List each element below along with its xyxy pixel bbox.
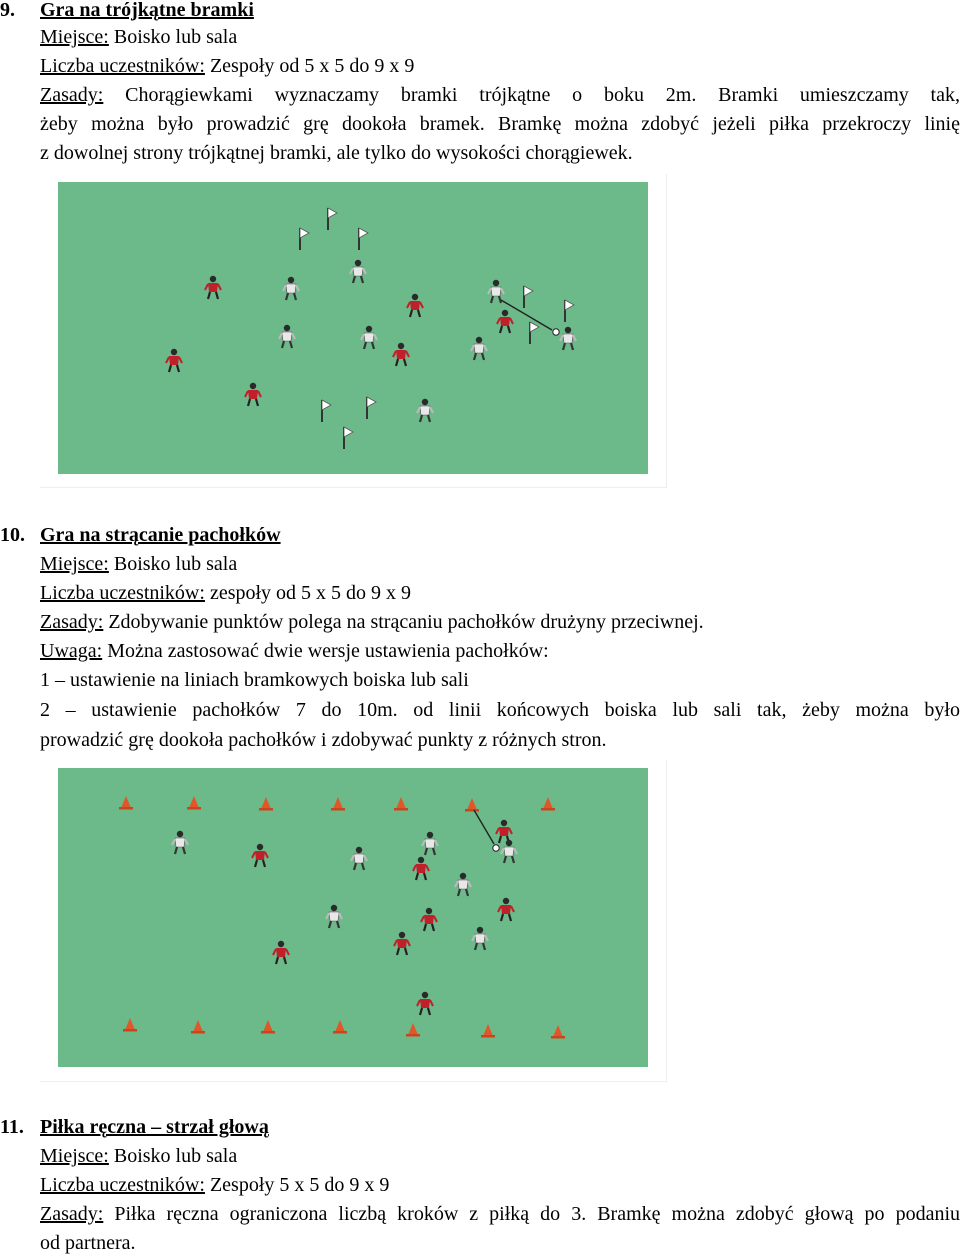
player-white-icon bbox=[488, 280, 504, 303]
place-value: Boisko lub sala bbox=[108, 553, 238, 575]
field-diagram-cones bbox=[58, 768, 648, 1067]
section-9-place bbox=[40, 23, 237, 52]
count-value: Zespoły od 5 x 5 do 9 x 9 bbox=[204, 55, 415, 77]
player-white-icon bbox=[283, 277, 299, 300]
section-9-count bbox=[40, 52, 414, 81]
rules-text-1: Piłka ręczna ograniczona liczbą kroków z piłką do 3. Bramkę można zdobyć głową po podaniu bbox=[103, 1203, 960, 1225]
player-white-icon bbox=[560, 327, 576, 350]
section-10-note-line2: 1 – ustawienie na liniach bramkowych boiska lub sali bbox=[40, 669, 469, 691]
place-value: Boisko lub sala bbox=[108, 26, 238, 48]
flag-icon bbox=[328, 208, 337, 230]
place-label: Miejsce: bbox=[40, 1145, 109, 1167]
place-value: Boisko lub sala bbox=[108, 1145, 238, 1167]
section-9-title: Gra na trójkątne bramki bbox=[40, 0, 254, 21]
player-red-icon bbox=[393, 343, 409, 366]
player-white-icon bbox=[472, 927, 488, 950]
section-11-title: Piłka ręczna – strzał głową bbox=[40, 1116, 269, 1138]
player-white-icon bbox=[350, 260, 366, 283]
cone-icon bbox=[465, 798, 479, 812]
place-label: Miejsce: bbox=[40, 26, 109, 48]
flag-icon bbox=[367, 397, 376, 419]
player-red-icon bbox=[394, 932, 410, 955]
rules-text-1: Chorągiewkami wyznaczamy bramki trójkątne o boku 2m. Bramki umieszczamy tak, bbox=[103, 84, 960, 106]
section-10-note-line3: 2 – ustawienie pachołków 7 do 10m. od linii końcowych boiska lub sali tak, żeby można było bbox=[40, 699, 960, 721]
place-label: Miejsce: bbox=[40, 553, 109, 575]
player-red-icon bbox=[166, 349, 182, 372]
cone-icon bbox=[331, 797, 345, 811]
cone-icon bbox=[406, 1023, 420, 1037]
player-red-icon bbox=[421, 908, 437, 931]
ball-icon bbox=[553, 329, 559, 335]
section-10-number: 10. bbox=[0, 524, 25, 546]
flag-icon bbox=[344, 427, 353, 449]
section-11-count bbox=[40, 1171, 389, 1200]
player-white-icon bbox=[501, 840, 517, 863]
player-red-icon bbox=[413, 857, 429, 880]
rules-label: Zasady: bbox=[40, 611, 104, 633]
rules-text-1: Zdobywanie punktów polega na strącaniu pachołków drużyny przeciwnej. bbox=[103, 611, 704, 633]
section-10-title: Gra na strącanie pachołków bbox=[40, 524, 281, 546]
section-9-rules-line3: z dowolnej strony trójkątnej bramki, ale tylko do wysokości chorągiewek. bbox=[40, 142, 633, 164]
rules-label: Zasady: bbox=[40, 1203, 104, 1225]
section-11-rules-line1 bbox=[40, 1200, 960, 1229]
player-red-icon bbox=[273, 941, 289, 964]
player-white-icon bbox=[351, 847, 367, 870]
cone-icon bbox=[259, 797, 273, 811]
flag-icon bbox=[565, 300, 574, 322]
section-10-rules bbox=[40, 608, 704, 637]
section-10-count bbox=[40, 579, 411, 608]
player-white-icon bbox=[361, 326, 377, 349]
player-white-icon bbox=[417, 399, 433, 422]
pass-arrow bbox=[474, 810, 494, 844]
section-9-rules-line2: żeby można było prowadzić grę dookoła bramek. Bramkę można zdobyć jeżeli piłka przekroczy linię bbox=[40, 113, 960, 135]
count-label: Liczba uczestników: bbox=[40, 1174, 205, 1196]
section-10-note bbox=[40, 637, 549, 666]
count-value: zespoły od 5 x 5 do 9 x 9 bbox=[204, 582, 412, 604]
player-white-icon bbox=[471, 337, 487, 360]
count-label: Liczba uczestników: bbox=[40, 55, 205, 77]
section-9-rules-line1 bbox=[40, 81, 960, 110]
player-white-icon bbox=[422, 832, 438, 855]
section-11-number: 11. bbox=[0, 1116, 24, 1138]
section-11-place bbox=[40, 1142, 237, 1171]
player-red-icon bbox=[205, 276, 221, 299]
cone-icon bbox=[123, 1018, 137, 1032]
cone-icon bbox=[187, 796, 201, 810]
flag-icon bbox=[530, 322, 539, 344]
count-label: Liczba uczestników: bbox=[40, 582, 205, 604]
cone-icon bbox=[119, 796, 133, 810]
section-10-note-line4: prowadzić grę dookoła pachołków i zdobywać punkty z różnych stron. bbox=[40, 729, 607, 751]
cone-icon bbox=[541, 797, 555, 811]
cones-drawing bbox=[58, 768, 648, 1067]
section-10-place bbox=[40, 550, 237, 579]
player-white-icon bbox=[455, 873, 471, 896]
player-red-icon bbox=[498, 898, 514, 921]
player-white-icon bbox=[279, 325, 295, 348]
player-white-icon bbox=[172, 831, 188, 854]
player-red-icon bbox=[245, 383, 261, 406]
player-red-icon bbox=[252, 844, 268, 867]
player-red-icon bbox=[407, 294, 423, 317]
player-red-icon bbox=[496, 820, 512, 843]
flag-icon bbox=[322, 400, 331, 422]
cone-icon bbox=[481, 1024, 495, 1038]
section-11-rules-line2: od partnera. bbox=[40, 1232, 136, 1254]
rules-label: Zasady: bbox=[40, 84, 104, 106]
field-diagram-triangular-goals bbox=[58, 182, 648, 474]
ball-icon bbox=[493, 845, 499, 851]
flag-icon bbox=[524, 286, 533, 308]
note-label: Uwaga: bbox=[40, 640, 103, 662]
player-red-icon bbox=[497, 310, 513, 333]
cone-icon bbox=[333, 1020, 347, 1034]
player-white-icon bbox=[326, 905, 342, 928]
flag-icon bbox=[300, 228, 309, 250]
flag-icon bbox=[359, 228, 368, 250]
count-value: Zespoły 5 x 5 do 9 x 9 bbox=[204, 1174, 390, 1196]
triangular-goals-drawing bbox=[58, 182, 648, 474]
cone-icon bbox=[551, 1025, 565, 1039]
cone-icon bbox=[394, 797, 408, 811]
cone-icon bbox=[261, 1020, 275, 1034]
section-9-number: 9. bbox=[0, 0, 15, 21]
note-text-1: Można zastosować dwie wersje ustawienia pachołków: bbox=[102, 640, 549, 662]
player-red-icon bbox=[417, 992, 433, 1015]
cone-icon bbox=[191, 1020, 205, 1034]
